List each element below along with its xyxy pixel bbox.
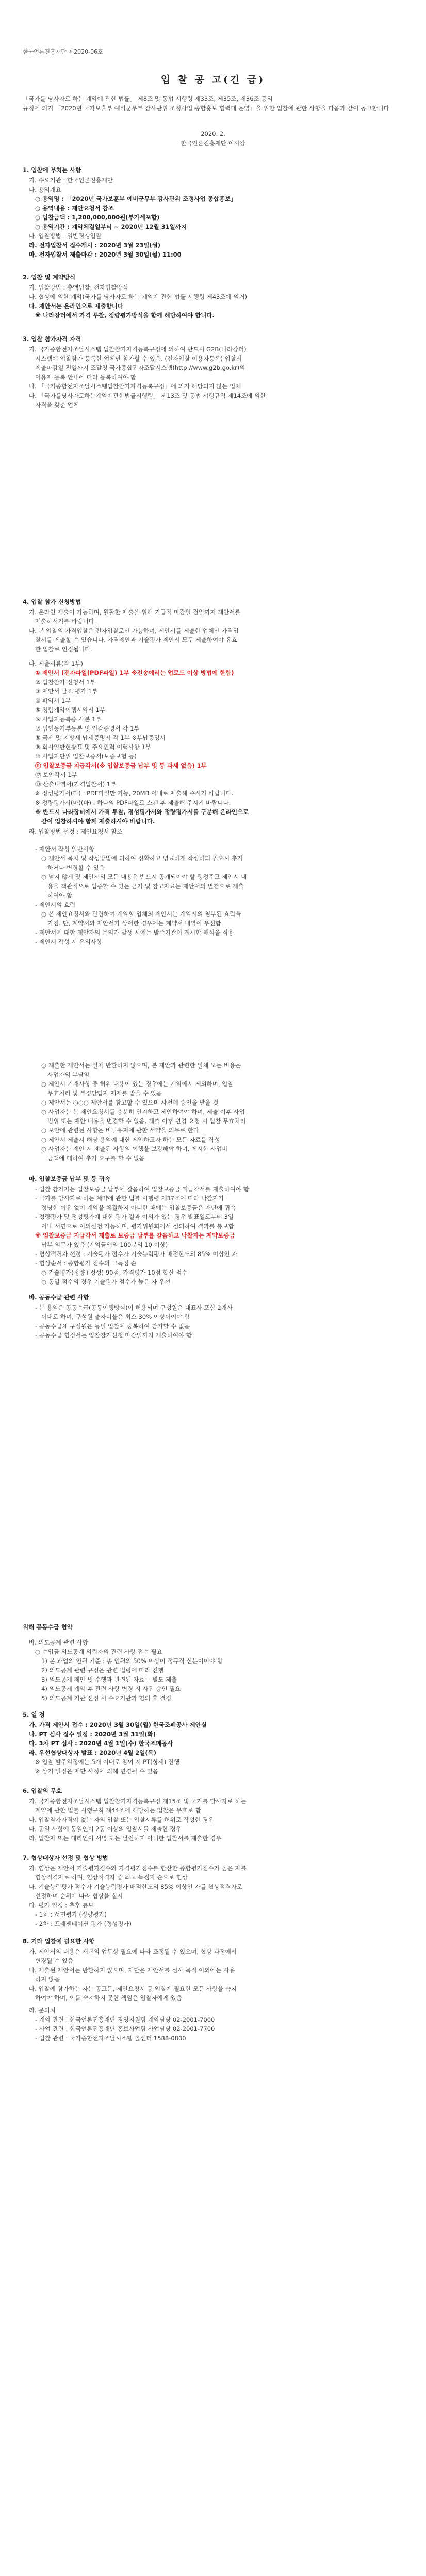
section4-item: 제출하시기를 바랍니다. <box>35 618 96 625</box>
contact-line: - 사업 관련 : 한국언론진흥재단 홍보사업팀 사업담당 02-2001-7700 <box>35 2025 215 2032</box>
section1-item: 마. 전자입찰서 제출마감 : 2020년 3월 30일(월) 11:00 <box>29 251 182 258</box>
section8-item: 선정하며 순위에 따라 협상을 실시 <box>35 1892 123 1900</box>
intro-line: 규정에 의거 「2020년 국가보훈부 예비군무부 감사관위 조정사업 종합홍보 협력대 운영」을 위한 입찰에 관한 사항을 다음과 같이 공고합니다. <box>23 105 391 112</box>
section4b-item: 범위 또는 제안 내용을 변경할 수 없음. 제출 이후 변경 요청 시 입찰 무효처리 <box>47 1117 246 1125</box>
section4-item: ※ 정량평가서(마)(바) : 하나의 PDF파일로 스캔 후 제출해 주시기 바랍니다. <box>35 799 231 806</box>
document-title: 입 찰 공 고(긴 급) <box>160 74 266 86</box>
section5-item: - 국가를 당사자로 하는 계약에 관한 법률 시행령 제37조에 따라 낙찰자가 <box>35 1195 224 1202</box>
section1-item: ○ 용역내용 : 제안요청서 참조 <box>35 205 114 212</box>
section5-item: ※ 입찰보증금 지급각서 제출로 보증금 납부를 갈음하고 낙찰자는 계약보증금 <box>35 1232 235 1239</box>
section4b-item: ○ 사업자는 제안 시 제출된 사항의 이행을 보장해야 하며, 제시한 사업비 <box>41 1145 228 1153</box>
section6-item: - 본 용역은 공동수급(공동이행방식)이 허용되며 구성원은 대표사 포함 2개사 <box>35 1304 233 1311</box>
section4-item: 라. 입찰방법 선정 : 제안요청서 참조 <box>29 828 123 835</box>
section7-item: 계약에 관한 법률 시행규칙 제44조에 해당하는 입찰은 무효로 함 <box>35 1807 201 1814</box>
section5-item: ○ 동일 점수의 경우 기술평가 점수가 높은 자 우선 <box>41 1278 171 1285</box>
section4-sub: - 제안서의 효력 <box>35 901 76 908</box>
page2-heading: 위해 공동수급 협약 <box>23 1623 73 1631</box>
contact-line: - 계약 관련 : 한국언론진흥재단 경영지원팀 계약담당 02-2001-7000 <box>35 2016 215 2023</box>
section8-item: 나. 기술능력평가 점수가 기술능력평가 배점한도의 85% 이상인 자를 협상적격자로 <box>29 1883 242 1890</box>
section4b-item: 사업자의 부담임 <box>47 1071 90 1078</box>
schedule-item: 라. 우선협상대상자 발표 : 2020년 4월 2일(목) <box>29 1749 157 1756</box>
section9-item: 나. 제출된 제안서는 반환하지 않으며, 재단은 제안서를 심사 목적 이외에는 사용 <box>29 1967 235 1974</box>
section5-heading: 마. 입찰보증금 납부 및 등 귀속 <box>29 1175 110 1182</box>
section5-item: 정당한 이유 없이 계약을 체결하지 아니한 때에는 입찰보증금은 재단에 귀속 <box>41 1204 236 1211</box>
section4-item: ⑤ 청렴계약이행서약서 1부 <box>35 706 106 714</box>
section7-item: 가. 국가종합전자조달시스템 입찰참가자격등록규정 제15조 및 국가를 당사자로 하는 <box>29 1798 247 1805</box>
section9-item: 다. 입찰에 참가하는 자는 공고문, 제안요청서 등 입찰에 필요한 모든 사항을 숙지 <box>29 1985 237 1992</box>
section4-item: 가. 온라인 제출이 가능하며, 원활한 제출을 위해 가급적 마감일 전일까지 제안서를 <box>29 608 241 616</box>
section1-item: ○ 입찰금액 : 1,200,000,000원(부가세포함) <box>35 214 160 221</box>
section1-item: ○ 용역기간 : 계약체결일부터 ~ 2020년 12월 31일까지 <box>35 223 187 230</box>
section4b-item: 무효처리 및 부정당업자 제재를 받을 수 있음 <box>47 1090 162 1097</box>
section4-sub: - 제안서에 대한 제안자의 문의가 발생 시에는 발주기관이 제시한 해석을 적용 <box>35 929 234 936</box>
section4-item: ⑦ 법인등기부등본 및 인감증명서 각 1부 <box>35 725 140 732</box>
org-line: 한국언론진흥재단 이사장 <box>181 140 245 147</box>
section3-heading: 3. 입찰 참가자격 자격 <box>23 335 81 343</box>
date-line: 2020. 2. <box>201 130 225 138</box>
page2-item: 1) 본 과업의 인원 기준 : 총 인원의 50% 이상이 정규직 신분이어야 함 <box>41 1657 223 1665</box>
section8-heading: 7. 협상대상자 선정 및 협상 방법 <box>23 1854 108 1861</box>
contact-line: - 입찰 관련 : 국가종합전자조달시스템 콜센터 1588-0800 <box>35 2035 186 2042</box>
section2-item: ※ 나라장터에서 가격 투찰, 정량평가방식을 함께 해당하여야 합니다. <box>35 312 215 319</box>
section4b-item: ○ 제출한 제안서는 일체 반환하지 않으며, 본 제안과 관련한 일체 모든 비용은 <box>41 1062 241 1069</box>
section4-sub: ○ 본 제안요청서와 관련하여 계약할 업체의 제안서는 계약서의 첨부된 효력을 <box>41 910 241 918</box>
section5-item: - 협상적격자 선정 : 기술평가 점수가 기술능력평가 배점한도의 85% 이상인 자 <box>35 1250 238 1258</box>
section6-item: - 공동수급 협정서는 입찰참가신청 마감일까지 제출하여야 함 <box>35 1332 192 1339</box>
page2-item: 2) 의도공계 관련 규정은 관련 법령에 따라 진행 <box>41 1667 164 1674</box>
section4-item: ⑫ 보안각서 1부 <box>35 771 77 778</box>
section1-item: ○ 용역명 : 「2020년 국가보훈부 예비군무부 감사관위 조정사업 종합홍보」 <box>35 195 237 202</box>
section4-item: ① 제안서 (전자파일(PDF파일) 1부 ※전송에러는 업로드 이상 방법에 한함) <box>35 669 234 676</box>
section4-item: ⑧ 국세 및 지방세 납세증명서 각 1부 ※부납증명서 <box>35 734 166 741</box>
page2-item: ○ 수입금 의도공계 의뢰자의 관련 사항 접수 필요 <box>35 1648 162 1655</box>
section3-item: 나. 「국가종합전자조달시스템입찰참가자격등록규정」에 의거 해당되지 않는 업체 <box>29 383 241 390</box>
section2-item: 다. 제안서는 온라인으로 제출합니다 <box>29 302 124 310</box>
section8-item: - 1차 : 서면평가 (정량평가) <box>35 1911 107 1918</box>
section4-item: ② 입찰참가 신청서 1부 <box>35 679 96 686</box>
section1-item: 나. 용역개요 <box>29 186 61 193</box>
section4-sub: ○ 제안서 목차 및 작성방법에 의하여 정확하고 명료하게 작성하되 필요시 추가 <box>41 855 243 862</box>
section4-item: 나. 본 입찰의 가격입찰은 전자입찰로만 가능하며, 제안서를 제출한 업체만 가격입 <box>29 627 239 634</box>
section3-item: 자격을 갖춘 업체 <box>35 401 79 409</box>
section4b-item: ○ 사업자는 본 제안요청서를 충분히 인지하고 제안하여야 하며, 제출 이후 사업 <box>41 1108 245 1115</box>
section6-item: 이내로 하며, 구성원 출자비율은 최소 30% 이상이어야 함 <box>41 1313 190 1320</box>
section3-item: 다. 「국가를당사자로하는계약에관한법률시행령」 제13조 및 동법 시행규칙 제14조에 의한 <box>29 392 266 399</box>
section4-item: ⑥ 사업자등록증 사본 1부 <box>35 716 102 723</box>
section4-item: ③ 제안서 발표 평가 1부 <box>35 688 98 695</box>
section4-sub: - 제안서 작성 일반사항 <box>35 845 95 853</box>
section4b-item: ○ 제안서는 ○○○ 제안서를 참고할 수 있으며 사전에 승인을 받을 것 <box>41 1099 219 1106</box>
section4-item: 한 입찰로 인정됩니다. <box>35 646 92 653</box>
contact-line: 라. 문의처 <box>29 2007 56 2014</box>
section8-item: 협상적격자로 하며, 협상적격자 중 최고 득점자 순으로 협상 <box>35 1874 188 1881</box>
section4-item: ※ 정성평가서(다) : PDF파일만 가능, 20MB 이내로 제출해 주시기 바랍니다. <box>35 790 234 797</box>
section7-heading: 6. 입찰의 무효 <box>23 1787 62 1794</box>
section9-item: 하지 않음 <box>35 1976 60 1983</box>
page2-item: 4) 의도공계 계약 후 관련 사항 변경 시 사전 승인 필요 <box>41 1685 181 1692</box>
schedule-item: 나. PT 심사 접수 일정 : 2020년 3월 31일(화) <box>29 1731 156 1738</box>
section9-item: 하여야 하며, 이를 숙지하지 못한 책임은 입찰자에게 있음 <box>35 1994 182 2002</box>
section3-item: 제출마감일 전일까지 조달청 국가종합전자조달시스템(http://www.g2b.go.kr)의 <box>35 364 245 371</box>
section4-sub: ○ 넘지 않게 및 제안서의 모든 내용은 반드시 공개되어야 할 행정주고 제안서 내 <box>41 873 247 880</box>
section5-item: - 협상순서 : 종합평가 점수의 고득점 순 <box>35 1260 137 1267</box>
section7-item: 나. 입찰참가자격이 없는 자의 입찰 또는 입찰서류를 허위로 작성한 경우 <box>29 1816 214 1823</box>
page2-item: 5) 의도공계 기관 선정 시 수요기관과 협의 후 결정 <box>41 1694 172 1702</box>
section4-sub: 용을 객관적으로 입증할 수 있는 근거 및 참고자료는 제안서의 별첨으로 제출 <box>47 883 244 890</box>
section4-item: ⑨ 회사일반현황표 및 주요인력 이력사항 1부 <box>35 743 151 751</box>
schedule-item: 다. 3차 PT 심사 : 2020년 4월 1일(수) 한국조폐공사 <box>29 1740 173 1747</box>
section6-item: - 공동수급체 구성원은 동일 입찰에 중복하여 참가할 수 없음 <box>35 1323 190 1330</box>
section4b-item: ○ 보안에 관련된 사항은 비밀유지에 관한 서약을 의무로 한다 <box>41 1127 199 1134</box>
section4-item: ⑬ 산출내역서(가격입찰서) 1부 <box>35 781 117 788</box>
section3-item: 시스템에 입찰참가 등록한 업체만 참가할 수 있음. (전자입찰 이용자등록) 입찰서 <box>35 355 242 362</box>
section9-item: 변경될 수 있음 <box>35 1957 73 1964</box>
section8-item: 가. 협상은 제안서 기술평가점수와 가격평가점수를 합산한 종합평가점수가 높은 자를 <box>29 1865 247 1872</box>
section9-item: 가. 제안서의 내용은 재단의 업무상 필요에 따라 조정될 수 있으며, 협상 과정에서 <box>29 1948 237 1955</box>
section4-sub: 하여야 함 <box>47 892 73 899</box>
schedule-item: ※ 입찰 발주일정에는 5개 이내로 참여 시 PT(상세) 진행 <box>35 1758 180 1766</box>
section4b-item: ○ 제안서 제출시 해당 용역에 대한 제안하고자 하는 모든 자료를 작성 <box>41 1136 220 1143</box>
section5-item: ○ 기술평가(정량+정성) 90점, 가격평가 10점 합산 점수 <box>41 1269 188 1276</box>
schedule-item: ※ 상기 일정은 재단 사정에 의해 변경될 수 있음 <box>35 1768 158 1775</box>
section5-item: - 정량평가 및 정성평가에 대한 평가 결과 이의가 있는 경우 발표일로부터 3일 <box>35 1213 234 1221</box>
section4-item: 다. 제출서류(각 1부) <box>29 660 84 667</box>
intro-line: 「국가를 당사자로 하는 계약에 관한 법률」 제8조 및 동법 시행령 제33조, 제35조, 제36조 등의 <box>23 95 273 103</box>
section7-item: 라. 입찰자 또는 대리인이 서명 또는 날인하지 아니한 입찰서를 제출한 경우 <box>29 1835 222 1842</box>
section4b-item: 금액에 대하여 추가 요구를 할 수 없음 <box>47 1155 145 1162</box>
schedule-heading: 5. 일 정 <box>23 1711 45 1718</box>
section1-item: 가. 수요기관 : 한국언론진흥재단 <box>29 177 113 184</box>
section8-item: - 2차 : 프레젠테이션 평가 (정성평가) <box>35 1920 132 1927</box>
page2-item: 바. 의도공계 관련 사항 <box>29 1639 88 1646</box>
page2-item: 3) 의도공계 제안 및 수행과 관련된 자료는 별도 제출 <box>41 1676 177 1683</box>
section2-item: 나. 협상에 의한 계약(국가를 당사자로 하는 계약에 관한 법률 시행령 제43조에 의거) <box>29 293 247 300</box>
section4-item: ⑪ 입찰보증금 지급각서(※ 입찰보증금 납부 및 등 과세 없음) 1부 <box>35 762 207 769</box>
section1-item: 다. 입찰방법 : 일반경쟁입찰 <box>29 232 102 240</box>
schedule-item: 가. 가격 제안서 접수 : 2020년 3월 30일(월) 한국조폐공사 제안실 <box>29 1721 207 1728</box>
section6-heading: 바. 공동수급 관련 사항 <box>29 1294 89 1301</box>
section4-item: 찰서를 제출할 수 있습니다. 가격제안과 기술평가 제안서 모두 제출하여야 유효 <box>35 636 238 643</box>
header-org: 한국언론진흥재단 제2020-06호 <box>23 48 103 55</box>
section5-item: 납부 의무가 있음 (계약금액의 100분의 10 이상) <box>41 1241 168 1248</box>
section1-heading: 1. 입찰에 부치는 사항 <box>23 166 81 174</box>
section2-item: 가. 입찰방법 : 총액입찰, 전자입찰방식 <box>29 284 128 291</box>
section5-item: 이내 서면으로 이의신청 가능하며, 평가위원회에서 심의하여 결과를 통보함 <box>41 1223 234 1230</box>
section3-item: 이용자 등록 안내에 따라 등록하여야 함 <box>35 374 137 381</box>
section4-heading: 4. 입찰 참가 신청방법 <box>23 598 81 605</box>
section4-sub: - 제안서 작성 시 유의사항 <box>35 938 102 945</box>
section8-item: 다. 평가 일정 : 추후 통보 <box>29 1902 94 1909</box>
section4-sub: 가짐. 단, 계약서와 제안서가 상이한 경우에는 계약서 내역이 우선함 <box>47 920 221 927</box>
section4-item: ⑩ 사업자단위 입찰보증서(보증보험 등) <box>35 753 137 760</box>
section4-item: ※ 반드시 나라장터에서 가격 투찰, 정성평가서와 정량평가서를 구분해 온라인으로 <box>35 808 249 816</box>
section5-item: - 입찰 참가자는 입찰보증금 납부에 갈음하여 입찰보증금 지급각서를 제출하여야 함 <box>35 1185 249 1193</box>
section2-heading: 2. 입찰 및 계약방식 <box>23 274 76 281</box>
section4-sub: 하거나 변경할 수 있음 <box>47 864 105 871</box>
section1-item: 라. 전자입찰서 접수개시 : 2020년 3월 23일(월) <box>29 242 161 249</box>
section4-item: 같이 입찰하셔야 함께 제출하셔야 바랍니다. <box>41 818 155 825</box>
section4-item: ④ 확약서 1부 <box>35 697 71 704</box>
section9-heading: 8. 기타 입찰에 필요한 사항 <box>23 1938 95 1945</box>
section7-item: 다. 동일 사항에 동일인이 2통 이상의 입찰서를 제출한 경우 <box>29 1825 182 1833</box>
section3-item: 가. 국가종합전자조달시스템 입찰참가자격등록규정에 의하여 반드시 G2B(나라장터) <box>29 346 247 353</box>
section4b-item: ○ 제안서 기재사항 중 허위 내용이 있는 경우에는 계약에서 제외하며, 입찰 <box>41 1080 234 1088</box>
